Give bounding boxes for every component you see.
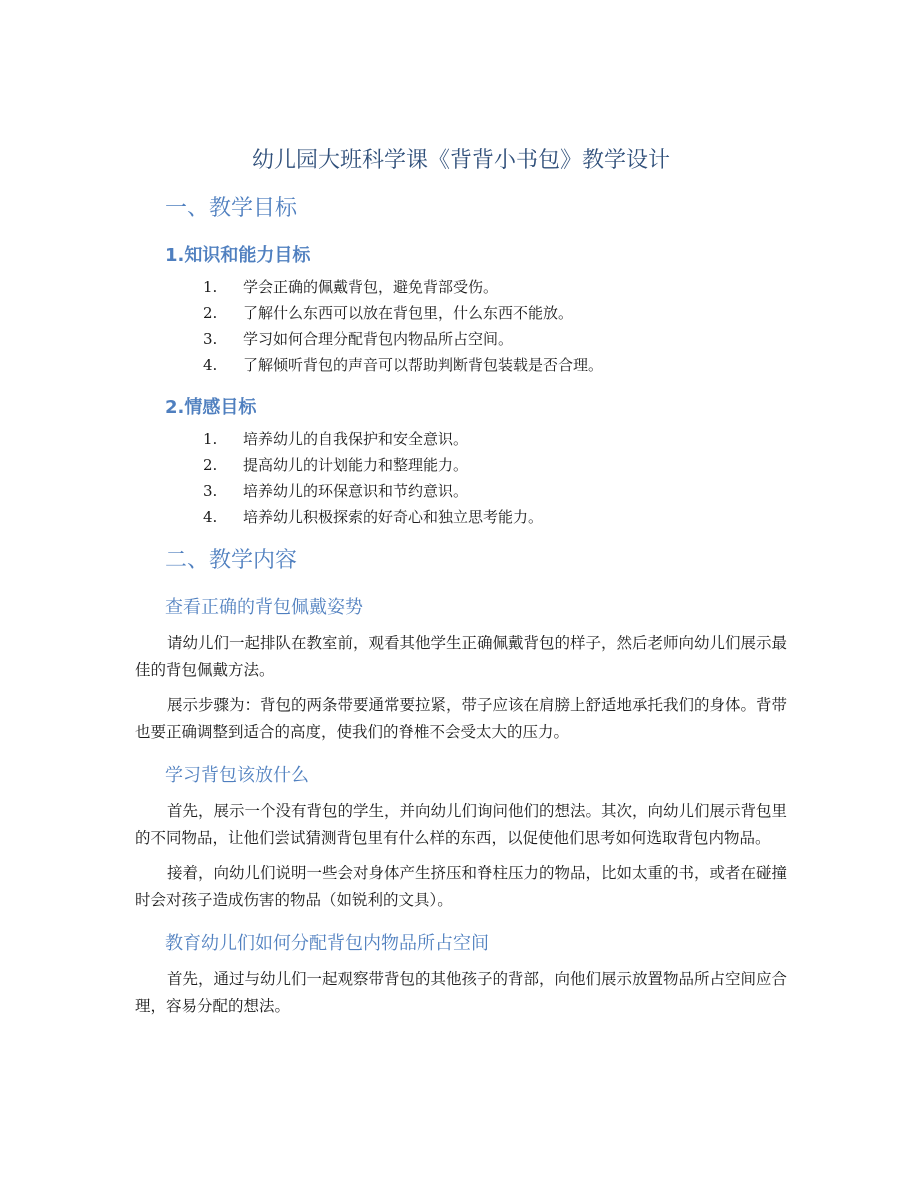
- document-page: [135, 140, 787, 1020]
- list-item: [135, 452, 787, 478]
- list-item-text: 培养幼儿的环保意识和节约意识。: [243, 482, 469, 500]
- list-item-number: 1.: [203, 430, 218, 448]
- list-item-number: 4.: [203, 508, 218, 526]
- list-item: [135, 326, 787, 352]
- list-item: [135, 478, 787, 504]
- list-item: [135, 274, 787, 300]
- list-item-text: 培养幼儿的自我保护和安全意识。: [243, 430, 469, 448]
- list-item-text: 学会正确的佩戴背包，避免背部受伤。: [243, 278, 499, 296]
- section-heading-teaching-goals: 一、教学目标: [165, 196, 298, 221]
- paragraph: 首先，通过与幼儿们一起观察带背包的其他孩子的背部，向他们展示放置物品所占空间应合理，容易分配的想法。: [135, 970, 788, 1015]
- paragraph: 请幼儿们一起排队在教室前，观看其他学生正确佩戴背包的样子，然后老师向幼儿们展示最佳的背包佩戴方法。: [135, 634, 788, 679]
- list-item-number: 2.: [203, 456, 218, 474]
- list-item: [135, 504, 787, 530]
- paragraph: 接着，向幼儿们说明一些会对身体产生挤压和脊柱压力的物品，比如太重的书，或者在碰撞时会对孩子造成伤害的物品（如锐利的文具）。: [135, 864, 788, 909]
- subheading-knowledge-ability-goals: 1.知识和能力目标: [165, 245, 311, 266]
- knowledge-goals-list: [135, 274, 787, 378]
- list-item-number: 3.: [203, 330, 218, 348]
- list-item-text: 学习如何合理分配背包内物品所占空间。: [243, 330, 514, 348]
- list-item-text: 了解什么东西可以放在背包里，什么东西不能放。: [243, 304, 574, 322]
- paragraph: 展示步骤为：背包的两条带要通常要拉紧，带子应该在肩膀上舒适地承托我们的身体。背带也要正确调整到适合的高度，使我们的脊椎不会受太大的压力。: [135, 696, 788, 741]
- list-item-text: 了解倾听背包的声音可以帮助判断背包装载是否合理。: [243, 356, 604, 374]
- section-heading-teaching-content: 二、教学内容: [165, 548, 298, 573]
- subheading-space-allocation: 教育幼儿们如何分配背包内物品所占空间: [165, 933, 489, 954]
- list-item-text: 提高幼儿的计划能力和整理能力。: [243, 456, 469, 474]
- list-item-number: 3.: [203, 482, 218, 500]
- list-item-number: 1.: [203, 278, 218, 296]
- list-item-text: 培养幼儿积极探索的好奇心和独立思考能力。: [243, 508, 544, 526]
- emotional-goals-list: [135, 426, 787, 530]
- document-title: 幼儿园大班科学课《背背小书包》教学设计: [251, 148, 670, 173]
- list-item-number: 2.: [203, 304, 218, 322]
- list-item: [135, 352, 787, 378]
- list-item: [135, 426, 787, 452]
- subheading-what-to-pack: 学习背包该放什么: [165, 765, 309, 786]
- subheading-emotional-goals: 2.情感目标: [165, 397, 257, 418]
- paragraph: 首先，展示一个没有背包的学生，并向幼儿们询问他们的想法。其次，向幼儿们展示背包里的不同物品，让他们尝试猜测背包里有什么样的东西，以促使他们思考如何选取背包内物品。: [135, 802, 788, 847]
- list-item-number: 4.: [203, 356, 218, 374]
- subheading-correct-backpack-posture: 查看正确的背包佩戴姿势: [165, 597, 363, 618]
- list-item: [135, 300, 787, 326]
